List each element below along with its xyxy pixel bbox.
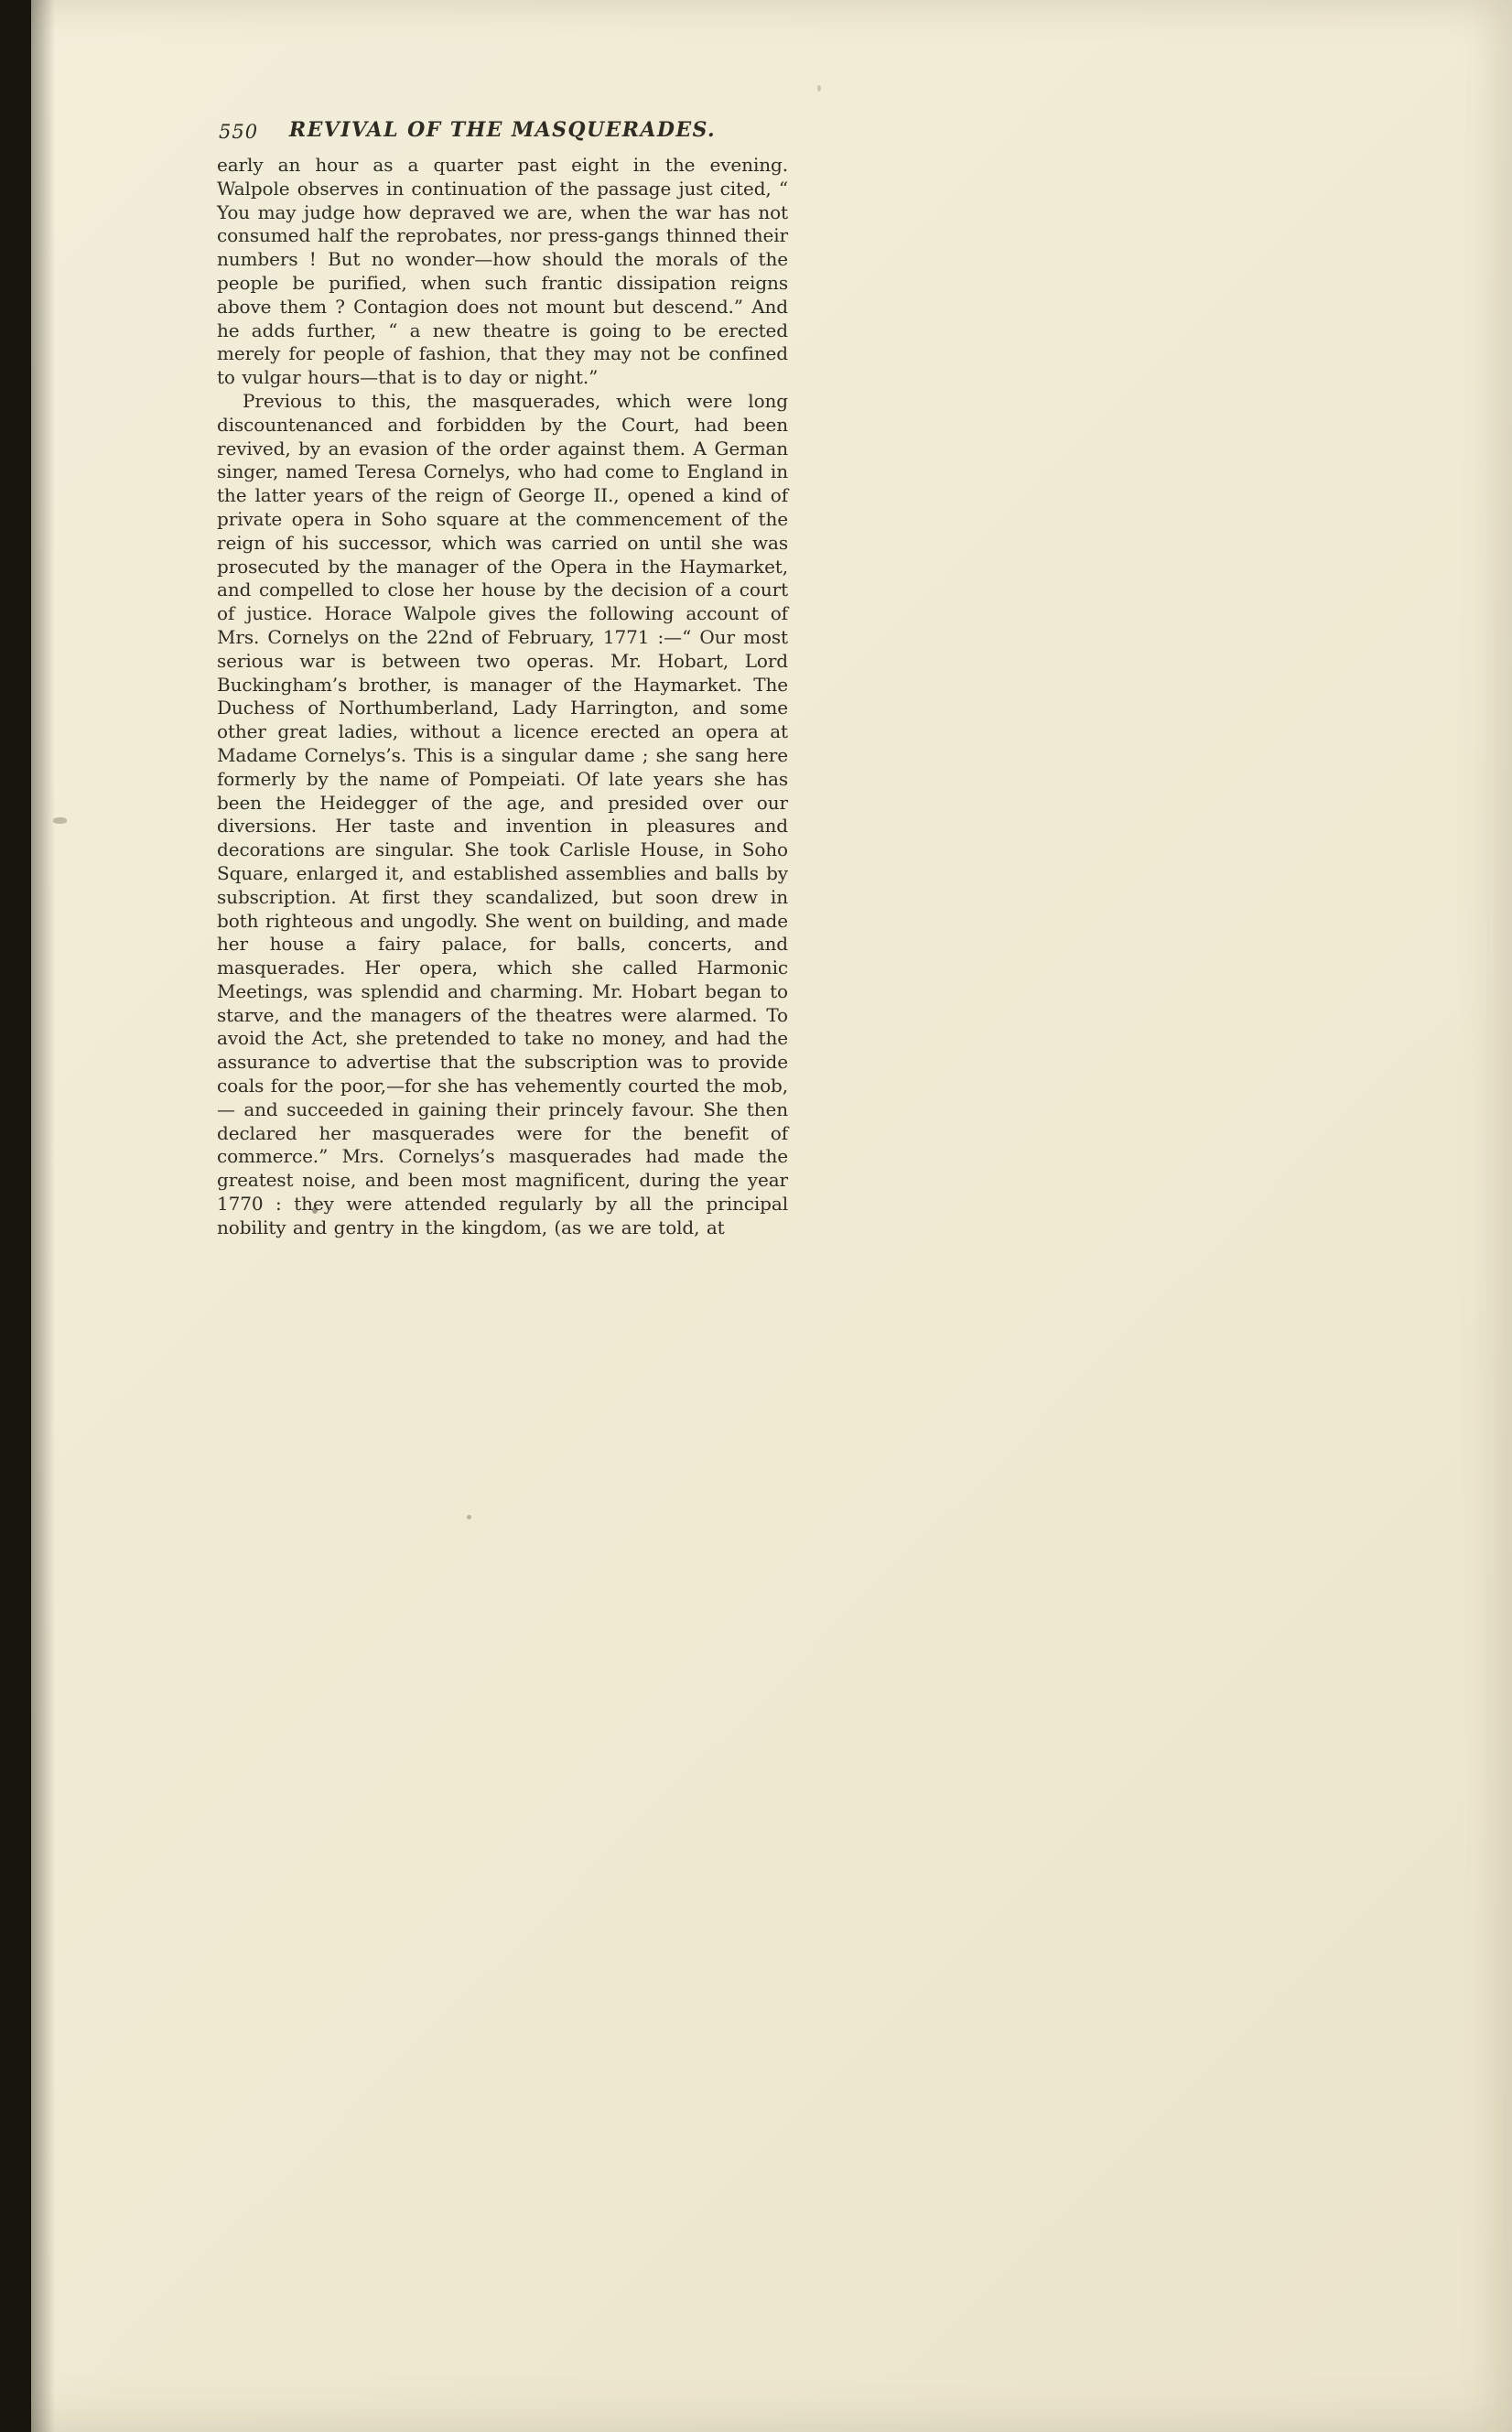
binding-shadow-fade bbox=[31, 0, 55, 2432]
page-number: 550 bbox=[219, 121, 259, 143]
page-content bbox=[217, 115, 788, 1240]
page-header bbox=[217, 115, 788, 154]
scan-speck bbox=[312, 1206, 318, 1214]
scan-speck bbox=[817, 85, 821, 92]
binding-shadow bbox=[0, 0, 31, 2432]
paragraph-continuation: early an hour as a quarter past eight in the evening. Walpole observes in continuation of the passage just cited, “ You may judge how depraved we are, when the war has not consumed half the reprobates, nor press-gangs thinned their numbers ! But no wonder—how should the morals of the people be purified, when such frantic dissipation reigns above them ? Contagion does not mount but descend.” And he adds further, “ a new theatre is going to be erected merely for people of fashion, that they may not be confined to vulgar hours—that is to day or night.” bbox=[217, 154, 788, 389]
scan-smudge bbox=[53, 817, 67, 824]
running-title: REVIVAL OF THE MASQUERADES. bbox=[288, 118, 717, 142]
scan-speck bbox=[467, 1515, 471, 1519]
paragraph-previous-to-this: Previous to this, the masquerades, which were long discountenanced and forbidden by the Court, had been revived, by an evasion of the order against them. A German singer, named Teresa Cornelys, who had come to England in the latter years of the reign of George II., opened a kind of private opera in Soho square at the commencement of the reign of his successor, which was carried on until she was prosecuted by the manager of the Opera in the Haymarket, and compelled to close her house by the decision of a court of justice. Horace Walpole gives the following account of Mrs. Cornelys on the 22nd of February, 1771 :—“ Our most serious war is between two operas. Mr. Hobart, Lord Buckingham’s brother, is manager of the Haymarket. The Duchess of Northumberland, Lady Harrington, and some other great ladies, without a licence erected an opera at Madame Cornelys’s. This is a singular dame ; she sang here formerly by the name of Pompeiati. Of late years she has been the Heidegger of the age, and presided over our diversions. Her taste and invention in pleasures and decorations are singular. She took Carlisle House, in Soho Square, enlarged it, and established assemblies and balls by subscription. At first they scandalized, but soon drew in both righteous and ungodly. She went on building, and made her house a fairy palace, for balls, concerts, and masquerades. Her opera, which she called Harmonic Meetings, was splendid and charming. Mr. Hobart began to starve, and the managers of the theatres were alarmed. To avoid the Act, she pretended to take no money, and had the assurance to advertise that the subscription was to provide coals for the poor,—for she has vehemently courted the mob,— and succeeded in gaining their princely favour. She then declared her masquerades were for the benefit of commerce.” Mrs. Cornelys’s masquerades had made the greatest noise, and been most magnificent, during the year 1770 : they were attended regularly by all the principal nobility and gentry in the kingdom, (as we are told, at bbox=[217, 389, 788, 1238]
